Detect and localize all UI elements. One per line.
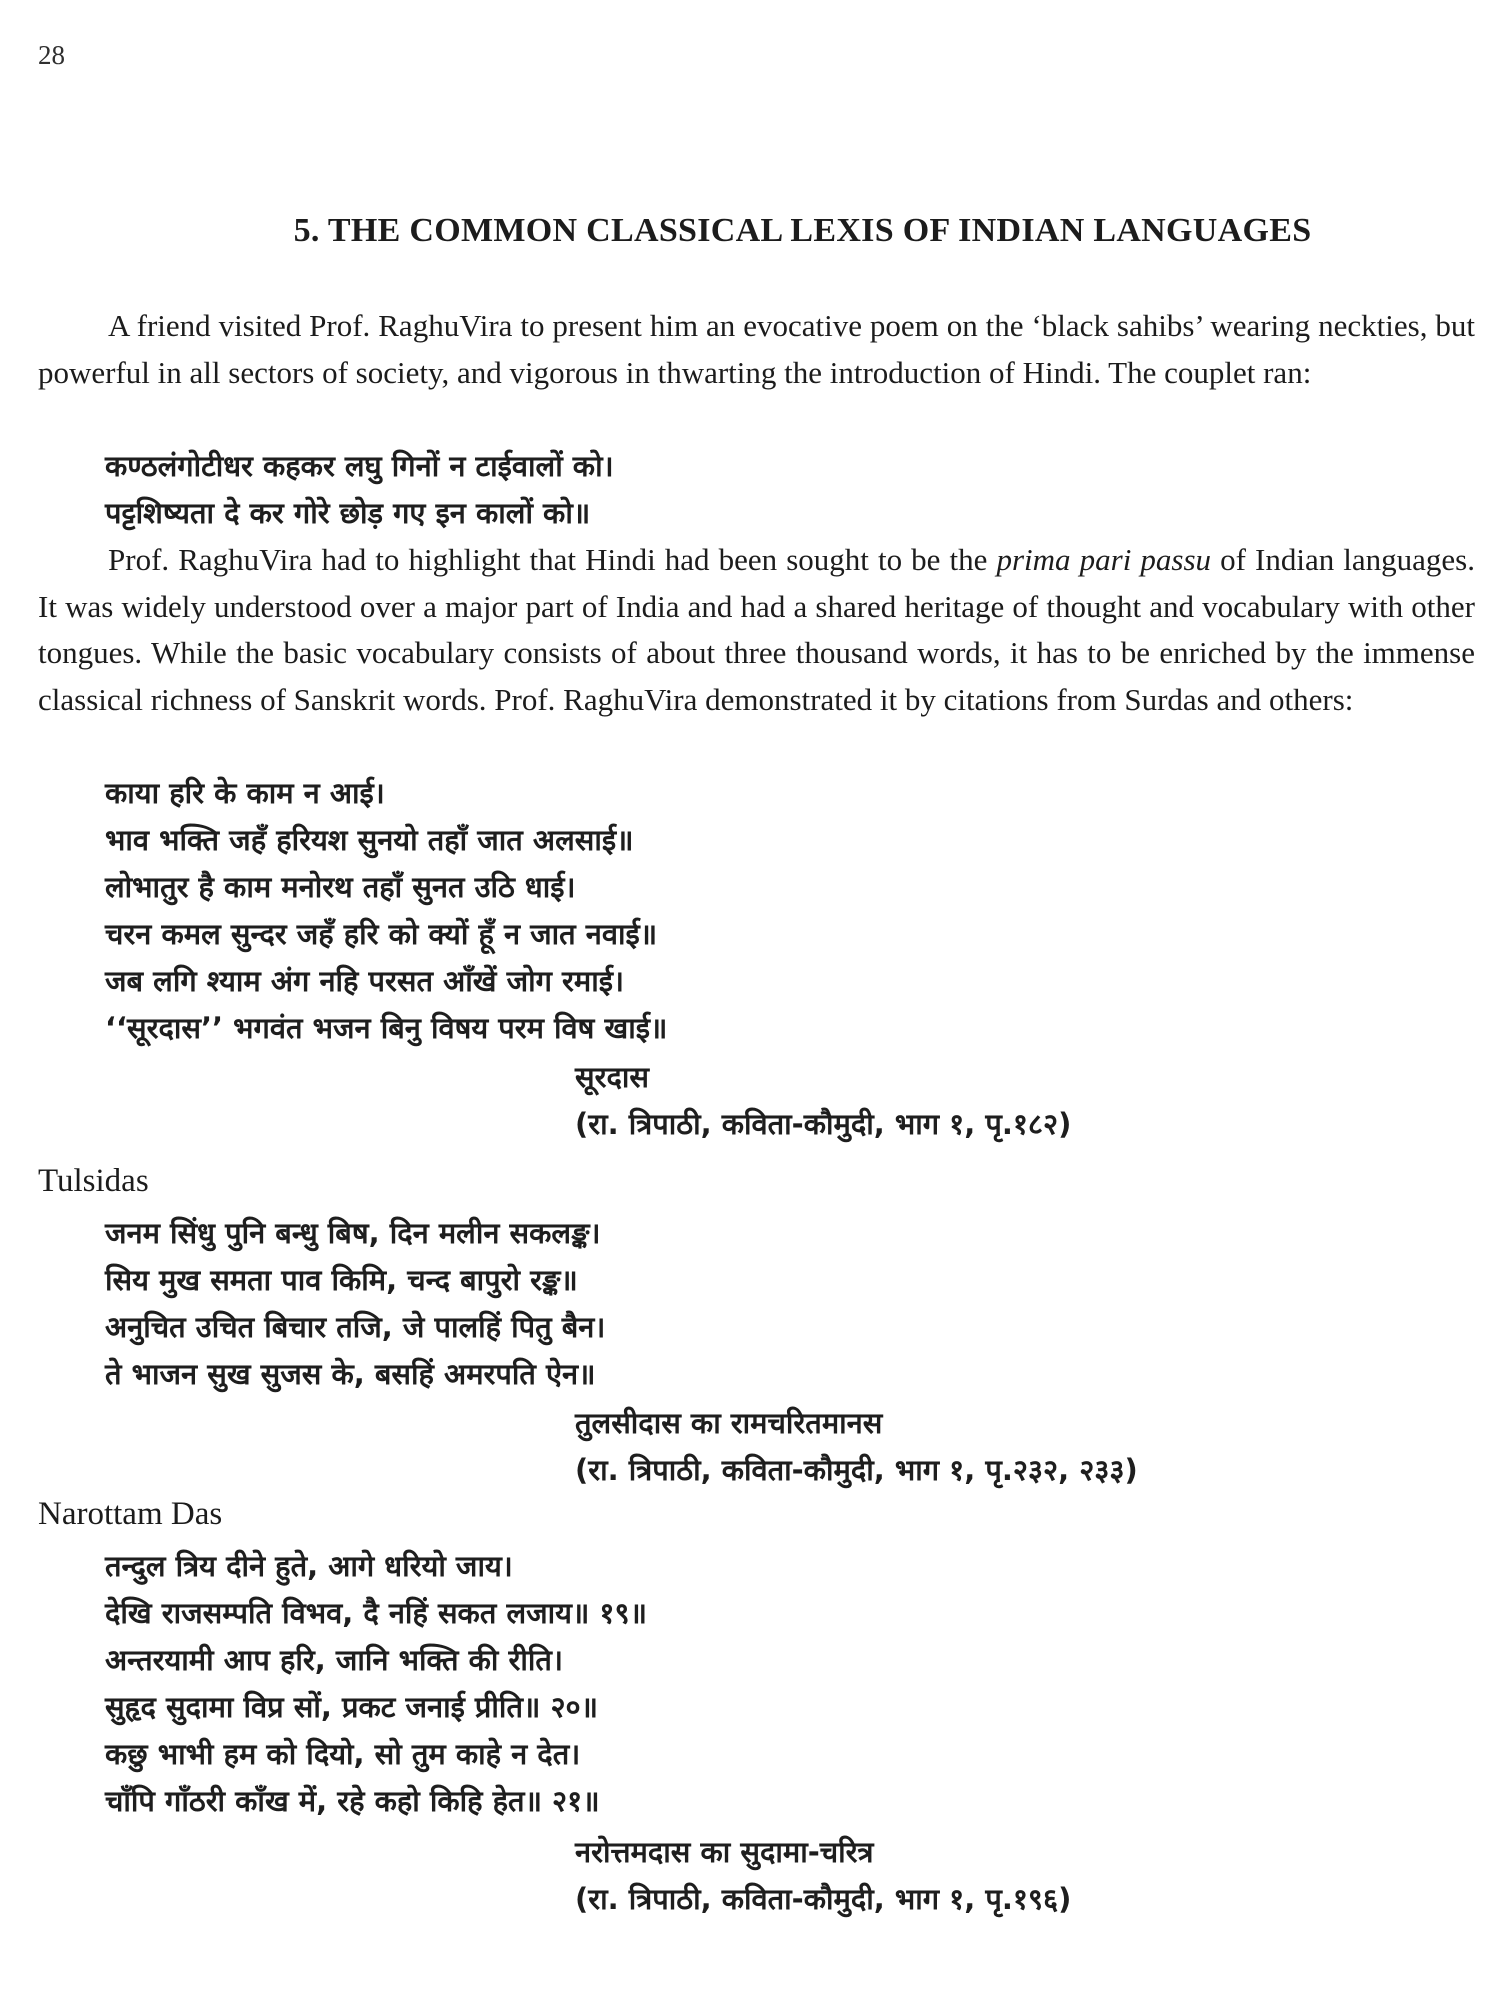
verse-line: अनुचित उचित बिचार तजि, जे पालहिं पितु बैन। bbox=[105, 1310, 606, 1344]
intro-paragraph-text: A friend visited Prof. RaghuVira to present him an evocative poem on the ‘black sahibs’ wearing neckties, but powerful in all sectors of society, and vigorous in thwarting the introduction of Hindi. The couplet ran: bbox=[38, 308, 1475, 390]
main-paragraph bbox=[38, 537, 1475, 723]
italic-phrase: prima pari passu bbox=[996, 542, 1212, 577]
intro-paragraph bbox=[38, 303, 1475, 396]
main-paragraph-text-end: of Indian languages. It was widely understood over a major part of India and had a shared heritage of thought and vocabulary with other tongues. While the basic vocabulary consists of about three thousand words, it has to be enriched by the immense classical richness of Sanskrit words. Prof. RaghuVira demonstrated it by citations from Surdas and others: bbox=[38, 542, 1475, 717]
narottam-attribution bbox=[575, 1829, 1071, 1923]
attribution-source: (रा. त्रिपाठी, कविता-कौमुदी, भाग १, पृ.१८२) bbox=[575, 1107, 1072, 1141]
attribution-author: सूरदास bbox=[575, 1060, 649, 1094]
verse-line: लोभातुर है काम मनोरथ तहाँ सुनत उठि धाई। bbox=[105, 870, 576, 904]
intro-couplet bbox=[105, 443, 614, 537]
verse-line: सिय मुख समता पाव किमि, चन्द बापुरो रङ्क॥ bbox=[105, 1263, 578, 1297]
verse-line: तन्दुल त्रिय दीने हुते, आगे धरियो जाय। bbox=[105, 1549, 513, 1583]
surdas-verses bbox=[105, 770, 667, 1052]
verse-line: ‘‘सूरदास’’ भगवंत भजन बिनु विषय परम विष खाई॥ bbox=[105, 1011, 668, 1045]
verse-line: सुहृद सुदामा विप्र सों, प्रकट जनाई प्रीति॥ २०॥ bbox=[105, 1690, 598, 1724]
couplet-line: कण्ठलंगोटीधर कहकर लघु गिनों न टाईवालों को। bbox=[105, 449, 614, 483]
verse-line: जब लगि श्याम अंग नहि परसत आँखें जोग रमाई। bbox=[105, 964, 624, 998]
verse-line: कछु भाभी हम को दियो, सो तुम काहे न देत। bbox=[105, 1737, 581, 1771]
tulsidas-attribution bbox=[575, 1400, 1138, 1494]
attribution-author: नरोत्तमदास का सुदामा-चरित्र bbox=[575, 1835, 874, 1869]
verse-line: जनम सिंधु पुनि बन्धु बिष, दिन मलीन सकलङ्क। bbox=[105, 1216, 601, 1250]
chapter-title: 5. THE COMMON CLASSICAL LEXIS OF INDIAN LANGUAGES bbox=[293, 212, 1312, 249]
verse-line: देखि राजसम्पति विभव, दै नहिं सकत लजाय॥ १९॥ bbox=[105, 1596, 647, 1630]
verse-line: अन्तरयामी आप हरि, जानि भक्ति की रीति। bbox=[105, 1643, 563, 1677]
verse-line: चरन कमल सुन्दर जहँ हरि को क्यों हूँ न जात नवाई॥ bbox=[105, 917, 658, 951]
verse-line: भाव भक्ति जहँ हरियश सुनयो तहाँ जात अलसाई॥ bbox=[105, 823, 634, 857]
narottam-heading: Narottam Das bbox=[38, 1496, 223, 1532]
narottam-verses bbox=[105, 1543, 647, 1825]
couplet-line: पट्टशिष्यता दे कर गोरे छोड़ गए इन कालों को॥ bbox=[105, 496, 591, 530]
surdas-attribution bbox=[575, 1054, 1071, 1148]
attribution-author: तुलसीदास का रामचरितमानस bbox=[575, 1406, 883, 1440]
main-paragraph-text: Prof. RaghuVira had to highlight that Hindi had been sought to be the bbox=[108, 542, 997, 577]
attribution-source: (रा. त्रिपाठी, कविता-कौमुदी, भाग १, पृ.१९६) bbox=[575, 1882, 1072, 1916]
tulsidas-heading: Tulsidas bbox=[38, 1163, 149, 1199]
tulsidas-verses bbox=[105, 1210, 605, 1398]
verse-line: काया हरि के काम न आई। bbox=[105, 776, 385, 810]
page-number: 28 bbox=[38, 40, 65, 70]
verse-line: चाँपि गाँठरी काँख में, रहे कहो किहि हेत॥ २१॥ bbox=[105, 1784, 600, 1818]
verse-line: ते भाजन सुख सुजस के, बसहिं अमरपति ऐन॥ bbox=[105, 1357, 596, 1391]
attribution-source: (रा. त्रिपाठी, कविता-कौमुदी, भाग १, पृ.२३२, २३३) bbox=[575, 1453, 1138, 1487]
